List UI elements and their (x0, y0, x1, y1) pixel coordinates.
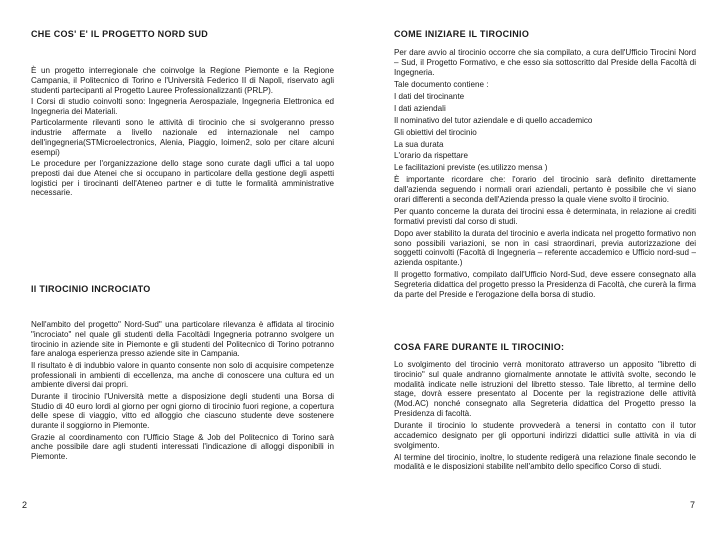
list-item: Gli obiettivi del tirocinio (394, 127, 477, 137)
page-number: 7 (690, 500, 696, 510)
paragraph: Il progetto formativo, compilato dall'Ufficio Nord-Sud, deve essere consegnato alla Segreteria didattica del progetto presso la Presidenza di Facoltà, che curerà la firma da parte del Preside e l'erogazione della borsa di studio. (394, 270, 696, 299)
right-page (360, 0, 720, 540)
paragraph: I Corsi di studio coinvolti sono: Ingegneria Aerospaziale, Ingegneria Elettronica ed Ingegneria dei Materiali. (31, 96, 334, 116)
paragraph: Al termine del tirocinio, inoltre, lo studente redigerà una relazione finale secondo le modalità e le disposizioni stabilite nell'ambito dello specifico Corso di studi. (394, 452, 696, 472)
list-item: L'orario da rispettare (394, 151, 468, 161)
list-item: Il nominativo del tutor aziendale e di quello accademico (394, 115, 593, 125)
page-number: 2 (22, 500, 28, 510)
progetto-nord-sud-heading: CHE COS' E' IL PROGETTO NORD SUD (31, 29, 209, 39)
paragraph: Tale documento contiene : (394, 79, 489, 89)
come-iniziare-body (394, 48, 696, 302)
paragraph: Durante il tirocinio lo studente provvederà a tenersi in contatto con il tutor accademico designato per gli opportuni indirizzi didattici sulle attività in via di svolgimento. (394, 420, 696, 450)
paragraph: Le procedure per l'organizzazione dello stage sono curate dagli uffici a tal uopo preposti dai due Atenei che si occupano in particolare della gestione degli aspetti logistici per i tirocinanti dell'Ateneo partner e di tutte le formalità amministrative necessarie. (31, 158, 334, 198)
paragraph: Grazie al coordinamento con l'Ufficio Stage & Job del Politecnico di Torino sarà anche possibile dare agli studenti interessati l'indicazione di alloggi disponibili in Piemonte. (31, 432, 334, 462)
tirocinio-incrociato-heading: Il TIROCINIO INCROCIATO (31, 284, 151, 294)
cosa-fare-heading: COSA FARE DURANTE IL TIROCINIO: (394, 342, 565, 352)
cosa-fare-body (394, 360, 696, 474)
come-iniziare-heading: COME INIZIARE IL TIROCINIO (394, 29, 530, 39)
paragraph: Il risultato è di indubbio valore in quanto consente non solo di acquisire competenze professionali in ambienti di eccellenza, ma anche di conoscere una cultura ed un ambiente diversi dai propri. (31, 360, 334, 390)
paragraph: Durante il tirocinio l'Università mette a disposizione degli studenti una Borsa di Studio di 40 euro lordi al giorno per ogni giorno di tirocinio fuori regione, a copertura delle spese di viaggio, vitto ed alloggio che ciascuno studente deve sostenere durante il soggiorno in Piemonte. (31, 391, 334, 431)
list-item: La sua durata (394, 139, 444, 149)
paragraph: Nell'ambito del progetto" Nord-Sud" una particolare rilevanza è affidata al tirocinio "incrociato" nel quale gli studenti della Facoltàdi Ingegneria potranno svolgere un tirocinio in aziende site in Piemonte e gli studenti del Politecnico di Torino potranno fare analoga esperienza presso aziende site in Campania. (31, 320, 334, 359)
paragraph: Per quanto concerne la durata dei tirocini essa è determinata, in relazione ai crediti formativi previsti dal corso di studi. (394, 207, 696, 226)
tirocinio-incrociato-body (31, 320, 334, 462)
list-item: I dati del tirocinante (394, 91, 465, 101)
paragraph: Lo svolgimento del tirocinio verrà monitorato attraverso un apposito "libretto di tirocinio" sul quale andranno giornalmente annotate le attività svolte, secondo le modalità indicate nelle istruzioni del libretto stesso. Tale libretto, al termine dello stage, dovrà essere presentato al Docente per la registrazione delle attività (Mod.AC) nonché consegnato alla Segreteria didattica del Progetto presso la Presidenza di facoltà. (394, 360, 696, 418)
progetto-nord-sud-body (31, 66, 334, 198)
list-item: I dati aziendali (394, 103, 446, 113)
paragraph: È importante ricordare che: l'orario del tirocinio sarà definito direttamente dall'azienda seguendo i normali orari aziendali, pertanto è possibile che vi siano orari differenti a seconda dell'Azienda presso la quale viene svolto il tirocinio. (394, 175, 696, 205)
paragraph: Particolarmente rilevanti sono le attività di tirocinio che si svolgeranno presso industrie affermate a livello nazionale ed internazionale nel campo dell'ingegneria(STMicroelectronics, Alenia, Piaggio, Ioimen2, solo per citare alcuni esempi) (31, 118, 334, 157)
list-item: Le facilitazioni previste (es.utilizzo mensa ) (394, 163, 548, 173)
paragraph: Per dare avvio al tirocinio occorre che sia compilato, a cura dell'Ufficio Tirocini Nord – Sud, il Progetto Formativo, e che esso sia sottoscritto dal Preside della Facoltà di Ingegneria. (394, 48, 696, 77)
paragraph: Dopo aver stabilito la durata del tirocinio e averla indicata nel progetto formativo non sono possibili variazioni, se non in casi straordinari, previa autorizzazione dei soggetti coinvolti (Facoltà di Ingegneria – referente accademico e Ufficio nord-sud – azienda ospitante.) (394, 228, 696, 268)
paragraph: È un progetto interregionale che coinvolge la Regione Piemonte e la Regione Campania, il Politecnico di Torino e l'Università Federico II di Napoli, riservato agli studenti partecipanti al Progetto Lauree Professionalizzanti (PRLP). (31, 66, 334, 95)
